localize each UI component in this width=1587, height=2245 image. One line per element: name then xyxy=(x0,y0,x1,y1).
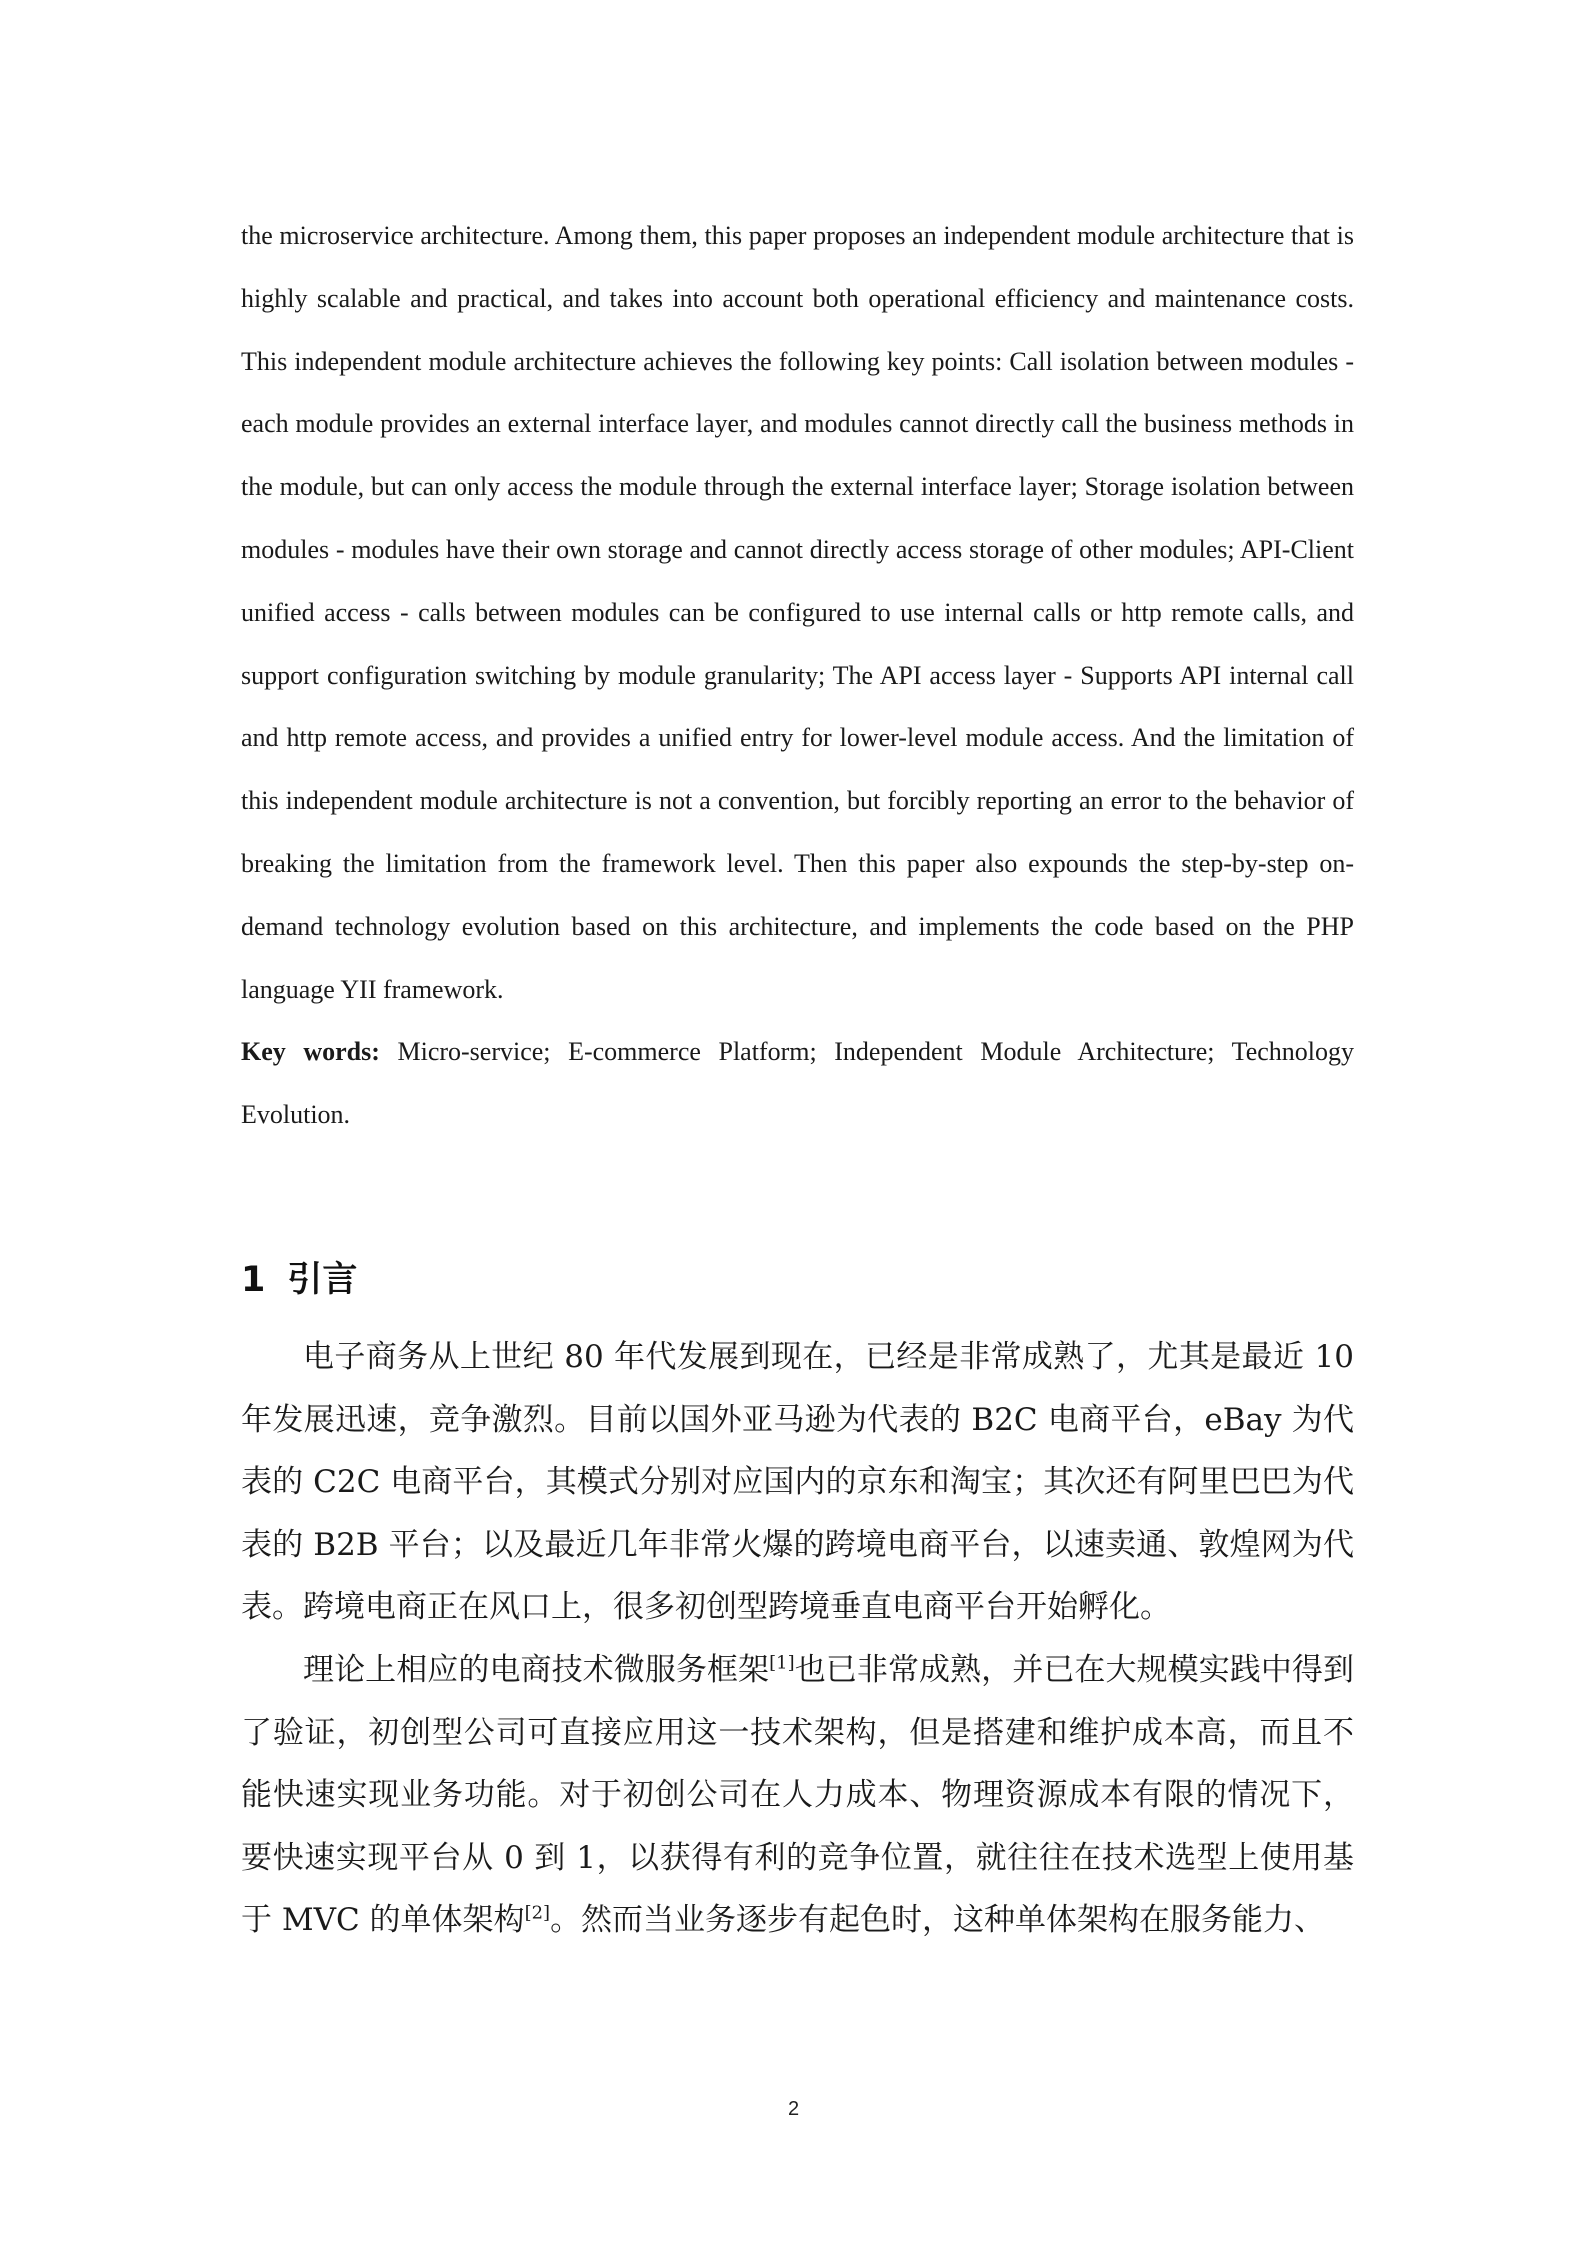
body-paragraph-2 xyxy=(241,1639,1354,1952)
section-heading xyxy=(241,1255,357,1305)
keywords-label: Key words: xyxy=(241,1037,380,1067)
section-number: 1 xyxy=(241,1260,266,1300)
citation-1: [1] xyxy=(769,1652,795,1674)
body-paragraph-1: 电子商务从上世纪 80 年代发展到现在，已经是非常成熟了，尤其是最近 10 年发展迅速，竞争激烈。目前以国外亚马逊为代表的 B2C 电商平台，eBay 为代表的 C2C 电商平台，其模式分别对应国内的京东和淘宝；其次还有阿里巴巴为代表的 B2B 平台；以及最近几年非常火爆的跨境电商平台，以速卖通、敦煌网为代表。跨境电商正在风口上，很多初创型跨境垂直电商平台开始孵化。 xyxy=(241,1339,1354,1626)
keywords-line xyxy=(241,1021,1354,1147)
paragraph2-text-3: 。然而当业务逐步有起色时，这种单体架构在服务能力、 xyxy=(550,1902,1326,1939)
citation-2: [2] xyxy=(524,1903,551,1925)
keywords-text: Micro-service; E-commerce Platform; Independent Module Architecture; Technology Evolution. xyxy=(241,1037,1354,1130)
english-abstract xyxy=(241,205,1354,1147)
page-number: 2 xyxy=(787,2098,800,2120)
abstract-paragraph: the microservice architecture. Among them, this paper proposes an independent module architecture that is highly scalable and practical, and takes into account both operational efficiency and maintenance costs. This independent module architecture achieves the following key points: Call isolation between modules - each module provides an external interface layer, and modules cannot directly call the business methods in the module, but can only access the module through the external interface layer; Storage isolation between modules - modules have their own storage and cannot directly access storage of other modules; API-Client unified access - calls between modules can be configured to use internal calls or http remote calls, and support configuration switching by module granularity; The API access layer - Supports API internal call and http remote access, and provides a unified entry for lower-level module access. And the limitation of this independent module architecture is not a convention, but forcibly reporting an error to the behavior of breaking the limitation from the framework level. Then this paper also expounds the step-by-step on-demand technology evolution based on this architecture, and implements the code based on the PHP language YII framework. xyxy=(241,221,1354,1004)
chinese-body xyxy=(241,1326,1354,1952)
paragraph2-text-2: 也已非常成熟，并已在大规模实践中得到了验证，初创型公司可直接应用这一技术架构，但是搭建和维护成本高，而且不能快速实现业务功能。对于初创公司在人力成本、物理资源成本有限的情况下，要快速实现平台从 0 到 1，以获得有利的竞争位置，就往往在技术选型上使用基于 MVC 的单体架构 xyxy=(241,1651,1355,1939)
paragraph2-text-1: 理论上相应的电商技术微服务框架 xyxy=(303,1651,770,1688)
section-title: 引言 xyxy=(287,1260,358,1300)
